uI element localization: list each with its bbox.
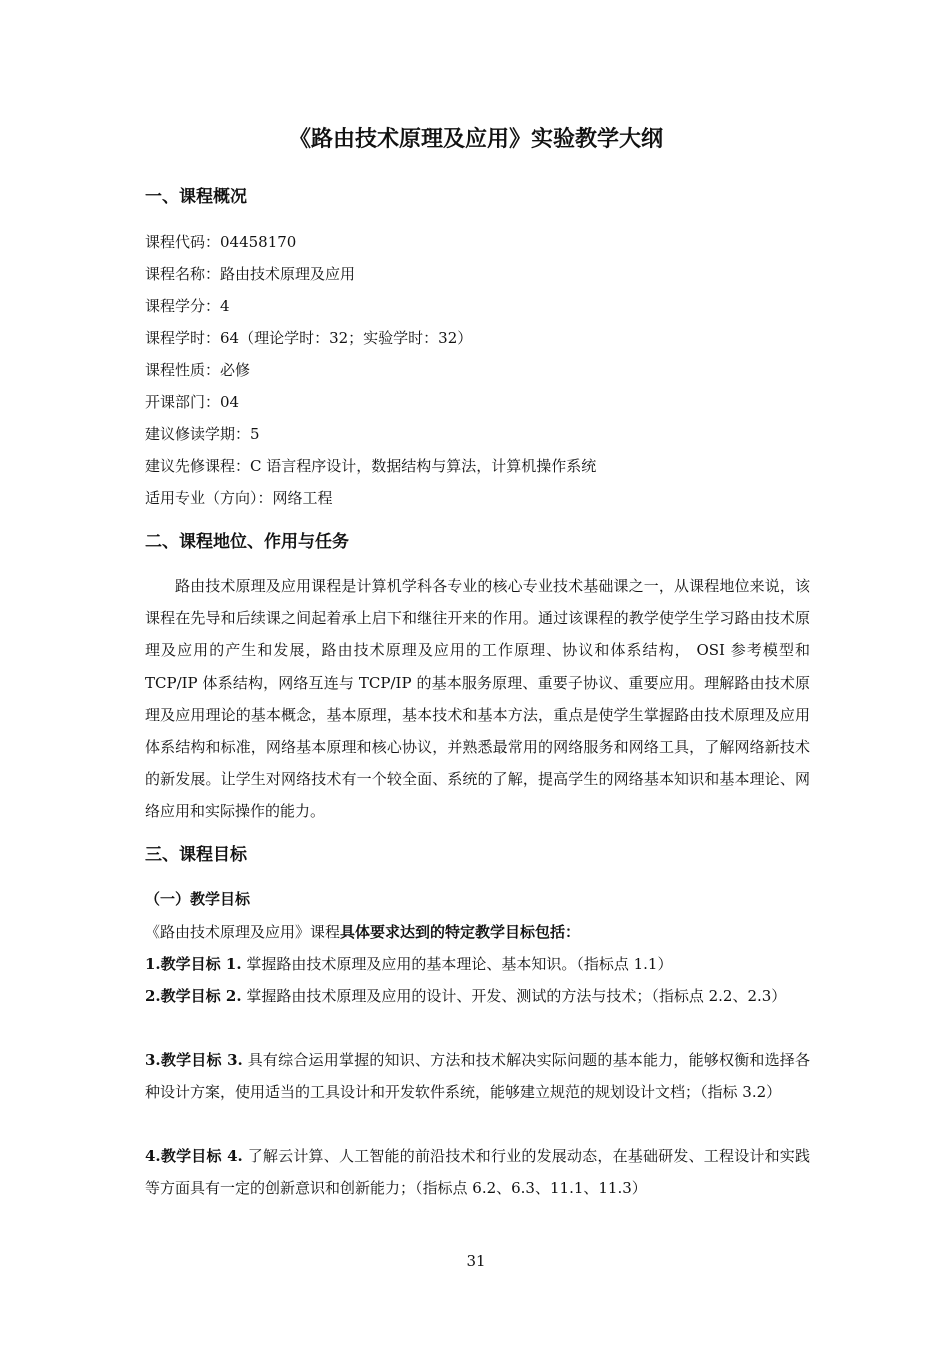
objectives-intro (145, 920, 580, 944)
course-credits: 课程学分：4 (145, 297, 230, 315)
course-role-paragraph: 路由技术原理及应用课程是计算机学科各专业的核心专业技术基础课之一，从课程地位来说，该课程在先导和后续课之间起着承上启下和继往开来的作用。通过该课程的教学使学生学习路由技术原理及应用的产生和发展，路由技术原理及应用的工作原理、协议和体系结构， OSI 参考模型和 TCP/IP 体系结构，网络互连与 TCP/IP 的基本服务原理、重要子协议、重要应用。理解路由技术原理及应用理论的基本概念，基本原理，基本技术和基本方法，重点是使学生掌握路由技术原理及应用体系结构和标准，网络基本原理和核心协议，并熟悉最常用的网络服务和网络工具，了解网络新技术的新发展。让学生对网络技术有一个较全面、系统的了解，提高学生的网络基本知识和基本理论、网络应用和实际操作的能力。 (145, 577, 810, 821)
section-heading-role: 二、课程地位、作用与任务 (145, 532, 349, 552)
objective-label: 2.教学目标 2. (145, 987, 242, 1005)
section-heading-overview: 一、课程概况 (145, 187, 247, 207)
objective-text: 了解云计算、人工智能的前沿技术和行业的发展动态，在基础研发、工程设计和实践等方面具有一定的创新意识和创新能力；（指标点 6.2、6.3、11.1、11.3） (145, 1147, 810, 1197)
objective-text: 掌握路由技术原理及应用的设计、开发、测试的方法与技术；（指标点 2.2、2.3） (241, 987, 787, 1005)
section-heading-objectives: 三、课程目标 (145, 845, 247, 865)
course-name: 课程名称：路由技术原理及应用 (145, 265, 356, 283)
objective-label: 3.教学目标 3. (145, 1051, 243, 1069)
course-nature: 课程性质：必修 (145, 361, 251, 379)
course-code: 课程代码：04458170 (145, 233, 297, 251)
teaching-objective-1 (145, 948, 810, 980)
page-number: 31 (466, 1252, 486, 1270)
teaching-objective-4 (145, 1140, 810, 1204)
suggested-semester: 建议修读学期：5 (145, 425, 260, 443)
subsection-heading-teaching-objectives: （一）教学目标 (145, 890, 251, 908)
objective-text: 具有综合运用掌握的知识、方法和技术解决实际问题的基本能力，能够权衡和选择各种设计方案，使用适当的工具设计和开发软件系统，能够建立规范的规划设计文档；（指标 3.2） (145, 1051, 810, 1101)
objectives-intro-bold: 具体要求达到的特定教学目标包括： (340, 923, 581, 941)
applicable-major: 适用专业（方向）：网络工程 (145, 489, 333, 507)
teaching-objective-3 (145, 1044, 810, 1108)
course-department: 开课部门：04 (145, 393, 240, 411)
course-hours: 课程学时：64（理论学时：32；实验学时：32） (145, 329, 473, 347)
prerequisite-courses: 建议先修课程：C 语言程序设计，数据结构与算法，计算机操作系统 (145, 457, 597, 475)
objective-text: 掌握路由技术原理及应用的基本理论、基本知识。（指标点 1.1） (241, 955, 673, 973)
document-title: 《路由技术原理及应用》实验教学大纲 (288, 126, 663, 152)
objective-label: 4.教学目标 4. (145, 1147, 243, 1165)
objective-label: 1.教学目标 1. (145, 955, 242, 973)
objectives-intro-plain: 《路由技术原理及应用》课程 (145, 923, 341, 941)
teaching-objective-2 (145, 980, 810, 1012)
